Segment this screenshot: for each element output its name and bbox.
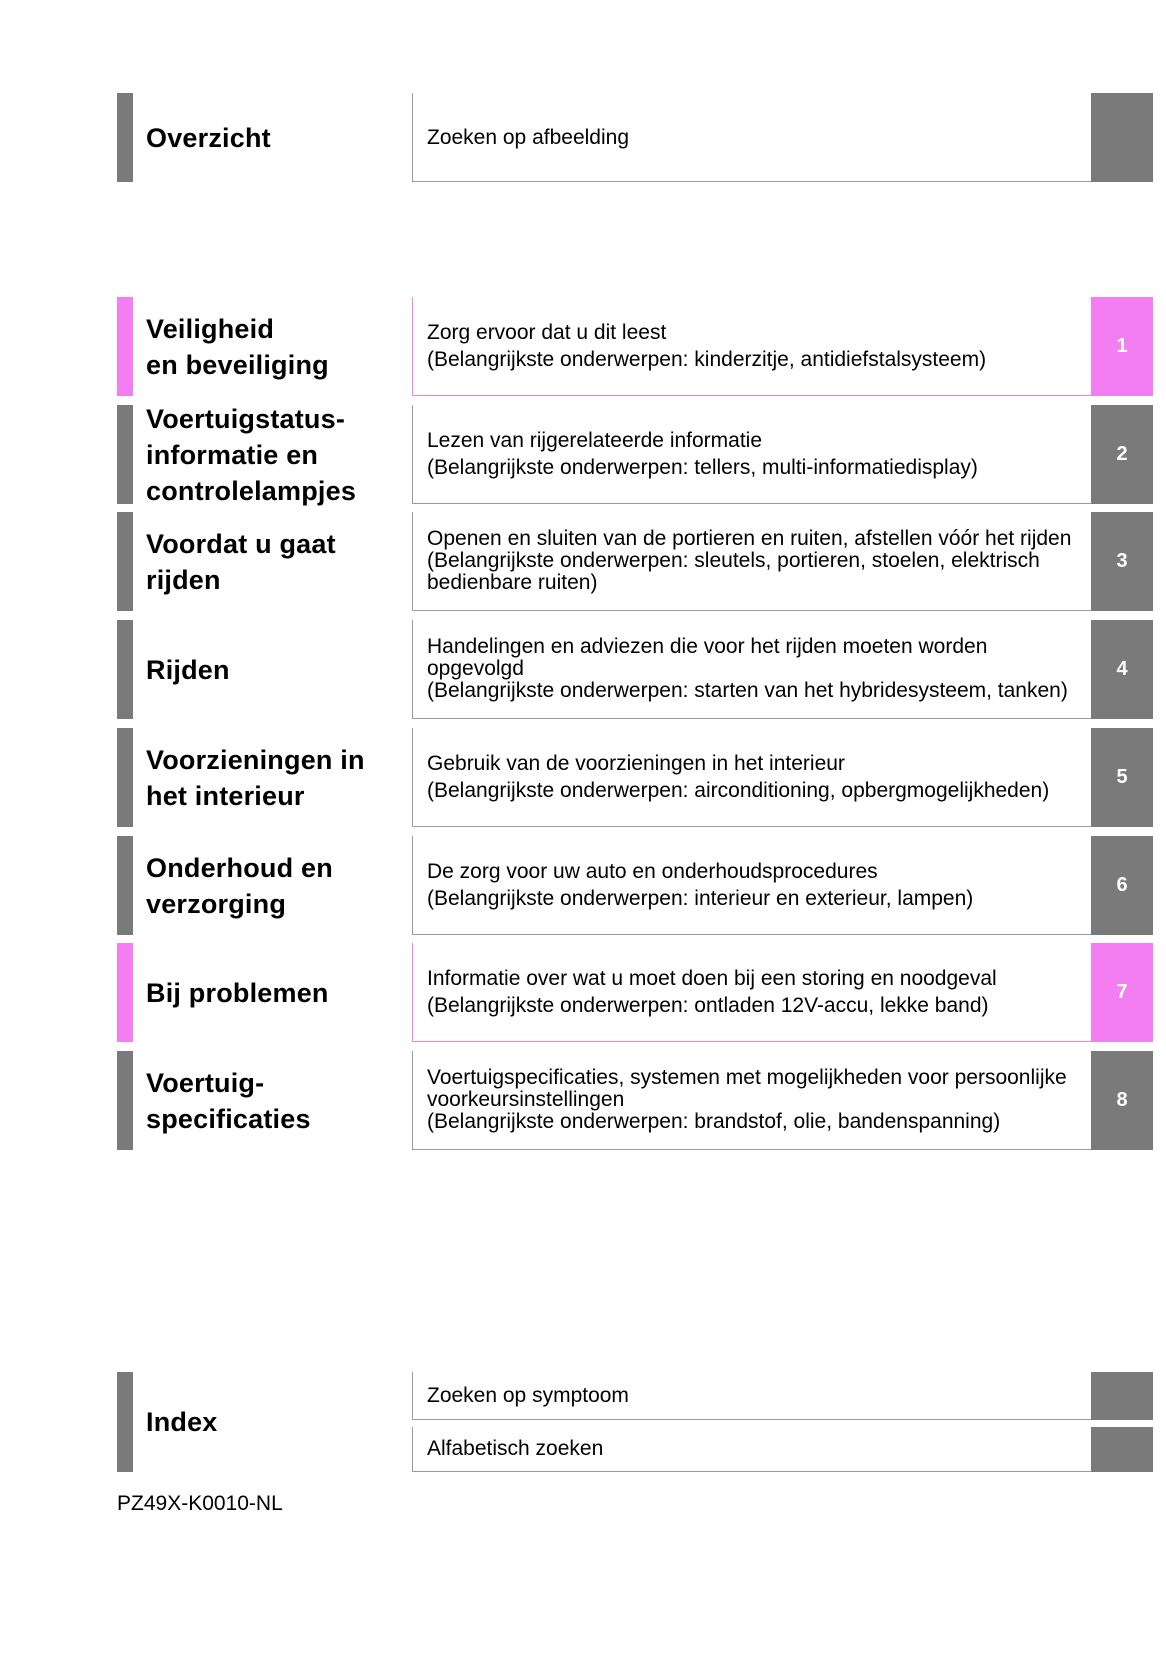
chapter-description-line: De zorg voor uw auto en onderhoudsprocedures <box>427 860 878 883</box>
overview-title: Overzicht <box>146 122 271 153</box>
chapter-description-line: Zorg ervoor dat u dit leest <box>427 321 667 344</box>
index-tab-alphabetical[interactable] <box>1091 1427 1153 1472</box>
chapter-title-line: specificaties <box>146 1103 311 1134</box>
chapter-description-line: (Belangrijkste onderwerpen: tellers, multi-informatiedisplay) <box>427 456 978 479</box>
chapter-description[interactable] <box>412 1051 1091 1150</box>
chapter-tab-5[interactable]: 5 <box>1091 728 1153 827</box>
chapter-tab-7[interactable]: 7 <box>1091 943 1153 1042</box>
chapter-title <box>146 1051 406 1150</box>
chapter-description[interactable] <box>412 836 1091 935</box>
chapter-title <box>146 297 406 396</box>
index-entry-alphabetical[interactable]: Alfabetisch zoeken <box>412 1427 1091 1472</box>
chapter-tab-8[interactable]: 8 <box>1091 1051 1153 1150</box>
chapter-title <box>146 405 406 504</box>
chapter-title <box>146 943 406 1042</box>
chapter-title-line: informatie en <box>146 439 319 470</box>
chapter-description-line: (Belangrijkste onderwerpen: ontladen 12V-accu, lekke band) <box>427 994 989 1017</box>
chapter-bar <box>117 836 133 935</box>
chapter-title-line: Voertuigstatus- <box>146 403 346 434</box>
index-title: Index <box>146 1407 218 1437</box>
chapter-description-line: Informatie over wat u moet doen bij een storing en noodgeval <box>427 967 997 990</box>
chapter-tab-1[interactable]: 1 <box>1091 297 1153 396</box>
chapter-bar <box>117 620 133 719</box>
chapter-description-line: (Belangrijkste onderwerpen: sleutels, portieren, stoelen, elektrisch bedienbare ruiten) <box>427 549 1040 594</box>
chapter-title-line: Voorzieningen in <box>146 744 365 775</box>
chapter-title-line: Onderhoud en <box>146 852 333 883</box>
chapter-description[interactable] <box>412 512 1091 611</box>
chapter-row-8[interactable] <box>117 1051 1153 1150</box>
chapter-title-line: controlelampjes <box>146 475 357 506</box>
chapter-title-line: Bij problemen <box>146 977 329 1008</box>
chapter-description-line: Handelingen en adviezen die voor het rijden moeten worden opgevolgd <box>427 635 988 680</box>
chapter-bar <box>117 1051 133 1150</box>
overview-row[interactable] <box>117 93 1153 182</box>
overview-tab[interactable] <box>1091 93 1153 182</box>
chapter-row-4[interactable] <box>117 620 1153 719</box>
chapter-row-7[interactable] <box>117 943 1153 1042</box>
chapter-title-line: Voertuig- <box>146 1067 265 1098</box>
chapter-title <box>146 836 406 935</box>
overview-description[interactable]: Zoeken op afbeelding <box>412 93 1091 182</box>
chapter-description-line: (Belangrijkste onderwerpen: brandstof, olie, bandenspanning) <box>427 1110 1001 1133</box>
chapter-bar <box>117 405 133 504</box>
index-tab-symptom[interactable] <box>1091 1372 1153 1420</box>
chapter-title <box>146 512 406 611</box>
chapter-bar <box>117 297 133 396</box>
chapter-row-2[interactable] <box>117 405 1153 504</box>
chapter-row-1[interactable] <box>117 297 1153 396</box>
index-entry-symptom[interactable]: Zoeken op symptoom <box>412 1372 1091 1420</box>
chapter-tab-6[interactable]: 6 <box>1091 836 1153 935</box>
chapter-description-line: Voertuigspecificaties, systemen met mogelijkheden voor persoonlijke voorkeursinstellingen <box>427 1066 1067 1111</box>
chapter-bar <box>117 728 133 827</box>
chapter-title-line: en beveiliging <box>146 349 329 380</box>
chapter-description[interactable] <box>412 405 1091 504</box>
chapter-tab-3[interactable]: 3 <box>1091 512 1153 611</box>
chapter-tab-2[interactable]: 2 <box>1091 405 1153 504</box>
overview-bar <box>117 93 133 182</box>
chapter-title <box>146 728 406 827</box>
chapter-description-line: (Belangrijkste onderwerpen: kinderzitje, antidiefstalsysteem) <box>427 348 987 371</box>
chapter-title-line: Rijden <box>146 654 230 685</box>
chapter-title-line: Veiligheid <box>146 313 275 344</box>
chapter-description-line: Gebruik van de voorzieningen in het interieur <box>427 752 845 775</box>
chapter-description-line: (Belangrijkste onderwerpen: airconditioning, opbergmogelijkheden) <box>427 779 1050 802</box>
chapter-tab-4[interactable]: 4 <box>1091 620 1153 719</box>
document-code: PZ49X-K0010-NL <box>117 1492 283 1515</box>
chapter-description-line: (Belangrijkste onderwerpen: starten van het hybridesysteem, tanken) <box>427 679 1068 702</box>
chapter-description[interactable] <box>412 620 1091 719</box>
chapter-row-3[interactable] <box>117 512 1153 611</box>
chapter-row-6[interactable] <box>117 836 1153 935</box>
chapter-title-line: Voordat u gaat <box>146 528 336 559</box>
chapter-title-line: verzorging <box>146 888 287 919</box>
index-bar <box>117 1372 133 1472</box>
chapter-bar <box>117 512 133 611</box>
chapter-description[interactable] <box>412 297 1091 396</box>
chapter-description-line: Lezen van rijgerelateerde informatie <box>427 429 763 452</box>
chapter-description[interactable] <box>412 943 1091 1042</box>
chapter-description-line: (Belangrijkste onderwerpen: interieur en exterieur, lampen) <box>427 887 974 910</box>
chapter-row-5[interactable] <box>117 728 1153 827</box>
chapter-title <box>146 620 406 719</box>
chapter-description-line: Openen en sluiten van de portieren en ruiten, afstellen vóór het rijden <box>427 527 1072 550</box>
chapter-description[interactable] <box>412 728 1091 827</box>
chapter-bar <box>117 943 133 1042</box>
chapter-title-line: het interieur <box>146 780 305 811</box>
chapter-title-line: rijden <box>146 564 221 595</box>
index-row <box>117 1372 1153 1472</box>
